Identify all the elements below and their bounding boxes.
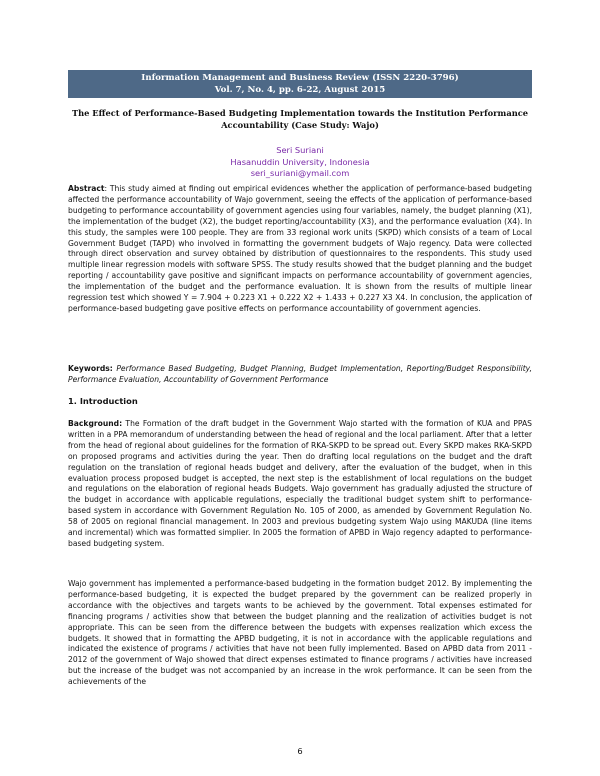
keywords-label: Keywords:	[68, 364, 113, 373]
author-email[interactable]: seri_suriani@ymail.com	[250, 168, 350, 178]
abstract	[68, 184, 532, 315]
keywords-values: Performance Based Budgeting, Budget Planning, Budget Implementation, Reporting/Budget Responsibility, Performance Evaluation, Accountability of Government Performance	[68, 364, 532, 384]
author-block	[68, 145, 532, 180]
journal-volume-line: Vol. 7, No. 4, pp. 6-22, August 2015	[214, 85, 386, 95]
background-paragraph	[68, 419, 532, 550]
keywords	[68, 364, 532, 386]
journal-title-line: Information Management and Business Review (ISSN 2220-3796)	[141, 73, 459, 83]
body-paragraph: Wajo government has implemented a performance-based budgeting in the formation budget 2012. By implementing the performance-based budgeting, it is expected the budget prepared by the government can be realized properly in accordance with the objectives and targets wants to be achieved by the government. Total expenses estimated for financing programs / activities show that between the budget planning and the realization of activities budget is not appropriate. This can be seen from the difference between the budgets with expenses realization which excess the budgets. It showed that in formatting the APBD budgeting, it is not in accordance with the applicable regulations and indicated the existence of programs / activities that have not been fully implemented. Based on APBD data from 2011 - 2012 of the government of Wajo showed that direct expenses estimated to finance programs / activities have increased but the increase of the budget was not accompanied by an increase in the wrok performance. It can be seen from the achievements of the	[68, 579, 532, 687]
section-heading: 1. Introduction	[68, 396, 138, 406]
paper-title	[68, 107, 532, 131]
journal-banner	[68, 70, 532, 98]
abstract-text: : This study aimed at finding out empirical evidences whether the application of performance-based budgeting affected the performance accountability of Wajo government, seeing the effects of the application of performance-based budgeting to performance accountability of government agencies using four variables, namely, the budget planning (X1), the implementation of the budget (X2), the budget reporting/accountability (X3), and the performance evaluation (X4). In this study, the samples were 100 people. They are from 33 regional work units (SKPD) which consists of a team of Local Government Budget (TAPD) who involved in formatting the government budgets of Wajo regency. Data were collected through direct observation and survey obtained by distribution of questionnaires to the respondents. This study used multiple linear regression models with software SPSS. The study results showed that the budget planning and the budget reporting / accountability gave positive and significant impacts on performance accountability of government agencies, the implementation of the budget and the performance evaluation. It is shown from the results of multiple linear regression test which showed Y = 7.904 + 0.223 X1 + 0.222 X2 + 1.433 + 0.227 X3 X4. In conclusion, the application of performance-based budgeting gave positive effects on performance accountability of government agencies.	[68, 184, 532, 313]
paper-title-line-1: The Effect of Performance-Based Budgeting Implementation towards the Institution Performance	[71, 108, 529, 118]
paper-title-line-2: Accountability (Case Study: Wajo)	[221, 120, 379, 130]
abstract-label: Abstract	[68, 184, 105, 193]
author-name: Seri Suriani	[276, 145, 324, 155]
page-number: 6	[297, 746, 303, 756]
author-affiliation: Hasanuddin University, Indonesia	[230, 156, 370, 167]
background-label: Background:	[68, 419, 123, 428]
background-text: The Formation of the draft budget in the Government Wajo started with the formation of KUA and PPAS written in a PPA memorandum of understanding between the head of regional and the local parliament. After that a letter from the head of regional about guidelines for the formation of RKA-SKPD to be spread out. Every SKPD makes RKA-SKPD on proposed programs and activities during the year. Then do drafting local regulations on the budget and the draft regulation on the translation of regional heads budget and delivery, after the evaluation of the budget, when in this evaluation process proposed budget is accepted, the next step is the establishment of local regulations on the budget and regulations on the elaboration of regional heads Budgets. Wajo government has gradually adjusted the structure of the budget in accordance with applicable regulations, especially the traditional budget system shift to performance-based system in accordance with Government Regulation No. 105 of 2000, as amended by Government Regulation No. 58 of 2005 on regional financial management. In 2003 and previous budgeting system Wajo using MAKUDA (line items and incremental) which was formatted simplier. In 2005 the formation of APBD in Wajo regency adapted to performance-based budgeting system.	[68, 419, 532, 548]
